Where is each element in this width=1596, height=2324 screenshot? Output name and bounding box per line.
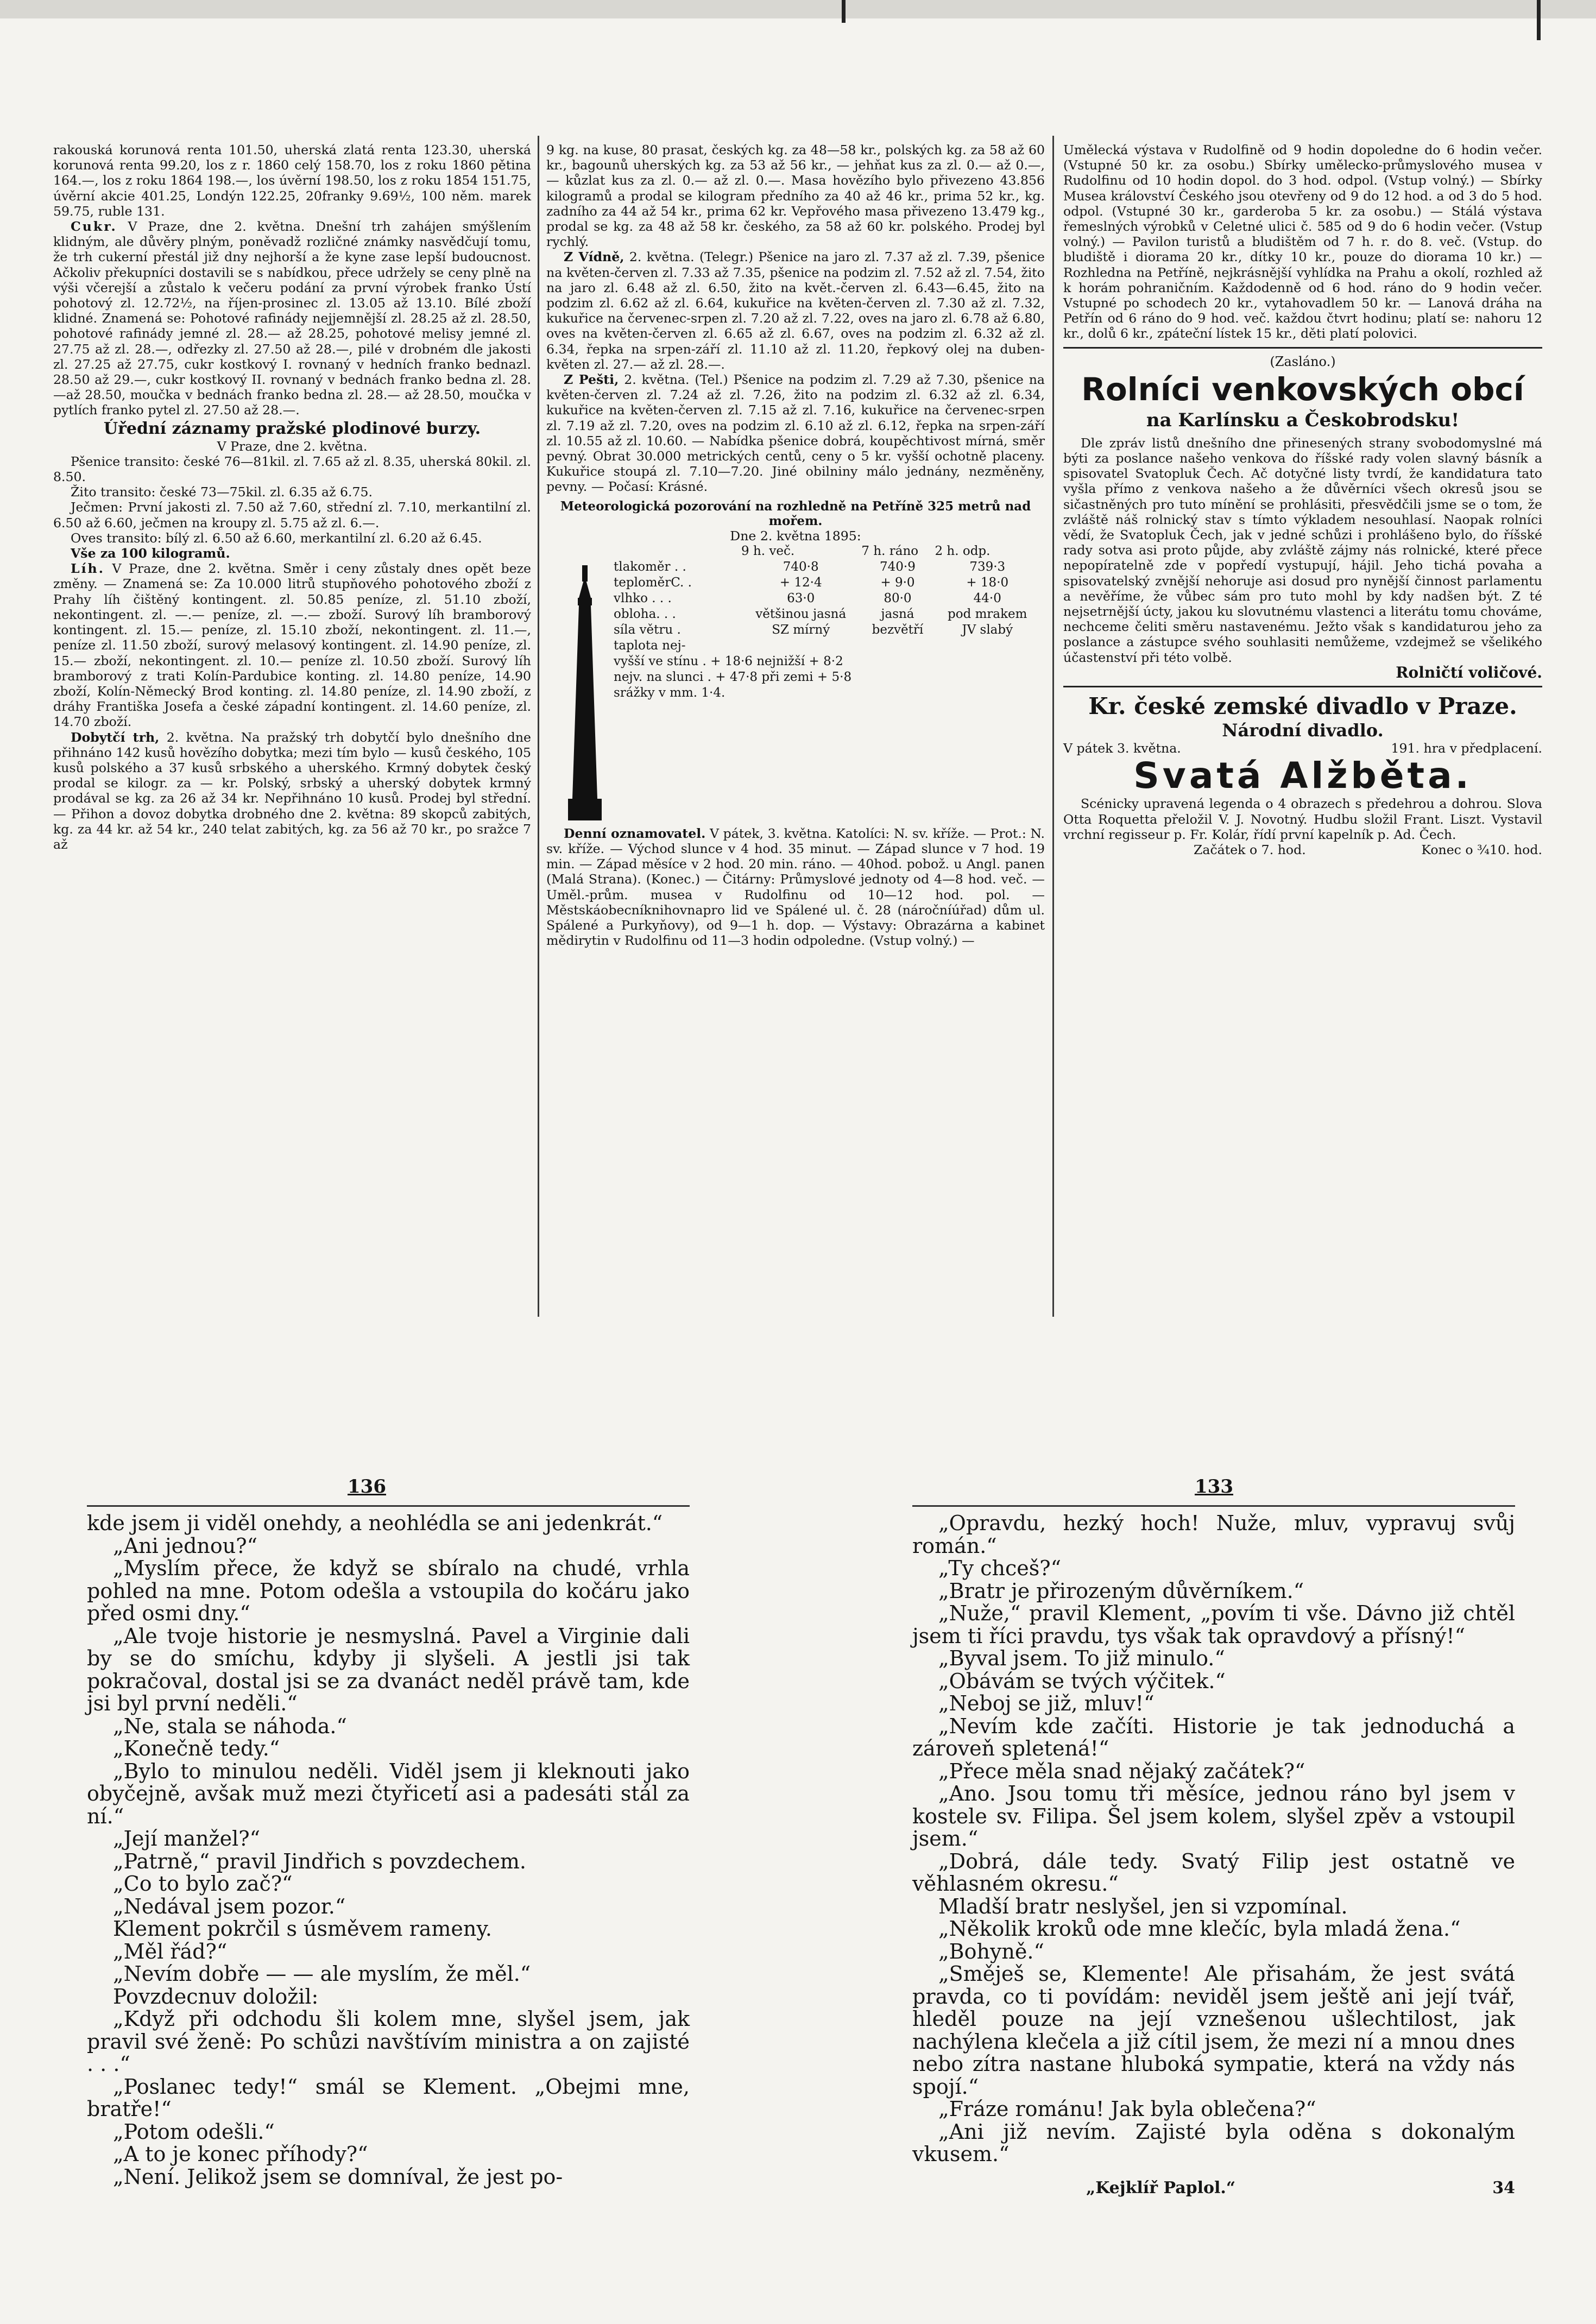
novel-paragraph: „Měl řád?“ — [113, 1939, 228, 1963]
novel-paragraph: „Dobrá, dále tedy. Svatý Filip jest ostatně ve věhlasném okresu.“ — [912, 1849, 1515, 1896]
weather-extra: srážky v mm. 1·4. — [614, 685, 726, 700]
divider — [1063, 686, 1542, 687]
novel-paragraph: „Ne, stala se náhoda.“ — [113, 1714, 347, 1738]
page-number-left: 136 — [348, 1476, 386, 1498]
exchange-line: Ječmen: První jakosti zl. 7.50 až 7.60, střední zl. 7.10, merkantilní zl. 6.50 až 6.60, ječmen na kroupy zl. 5.75 až zl. 6.—. — [53, 500, 531, 531]
novel-page-left — [87, 1512, 690, 2188]
novel-paragraph: „Její manžel?“ — [113, 1827, 261, 1851]
weather-col-header: 7 h. ráno — [861, 544, 919, 558]
letter-body: Dle zpráv listů dnešního dne přinesených strany svobodomyslné má býti za poslance našeho venkova do říšské rady volen slavný básník a spisovatel Svatopluk Čech. Ač dotyčné listy tvrdí, že kandidatura tato vyšla přímo z venkova našeho a že důvěrníci všech okresů jsou se sičastněných pro tuto mínění se prohlásiti, přesvědčili jsme se o tom, že zvláště náš rolnický stav s tímto výkladem nesouhlasí. Naopak rolníci vědí, že Svatopluk Čech, jak v jedné schůzi i prohlášeno bylo, do říšské rady sotva asi proto půjde, aby zvláště zájmy nás rolnické, které přece nepopíratelně zde v popředí vystupují, hájil. Jeho tichá povaha a spisovatelský zvnější nehoruje asi dosud pro nynější činnost parlamentu a nevěříme, že vůbec sám pro tuto mohl by kdy nadšen být. Z té nejsetrnější úcty, jakou ku slovutnému vlastenci a literátu tomu chováme, nechceme čeliti směru nastavenému. Ježto však s kandidaturou jeho za poslance a zástupce svého souhlasiti nemůžeme, vzdejmež se všelikého účastenství při této volbě. — [1063, 435, 1542, 665]
submitted-label: (Zasláno.) — [1270, 353, 1336, 369]
letter-signature: Rolničtí voličové. — [1396, 663, 1542, 681]
weather-row: obloha. . . většinou jasná jasná pod mrakem — [614, 607, 1027, 621]
weather-extra: vyšší ve stínu . + 18·6 nejnižší + 8·2 — [614, 654, 843, 668]
novel-paragraph: „Ani jednou?“ — [113, 1533, 258, 1558]
exchange-line: Žito transito: české 73—75kil. zl. 6.35 až 6.75. — [71, 484, 373, 500]
novel-paragraph: „Když při odchodu šli kolem mne, slyšel jsem, jak pravil své ženě: Po schůzi navštívím ministra a on zajisté . . .“ — [87, 2007, 690, 2076]
exchange-rates: rakouská korunová renta 101.50, uherská zlatá renta 123.30, uherská korunová renta 99.20, los z r. 1860 celý 158.70, los z roku 1860 pětina 164.—, los z roku 1864 198.—, los úvěrní 198.50, los z roku 1854 151.75, úvěrní akcie 401.25, Londýn 122.25, 20franky 9.69½, 100 něm. marek 59.75, ruble 131. — [53, 142, 531, 219]
novel-paragraph: „Bratr je přirozeným důvěrníkem.“ — [938, 1578, 1304, 1603]
novel-paragraph: Mladší bratr neslyšel, jen si vzpomínal. — [938, 1894, 1348, 1918]
theatre-subheading: Národní divadlo. — [1222, 720, 1384, 741]
exchange-line: Pšenice transito: české 76—81kil. zl. 7.65 až zl. 8.35, uherská 80kil. zl. 8.50. — [53, 453, 531, 485]
novel-paragraph: „Co to bylo zač?“ — [113, 1872, 293, 1896]
novel-paragraph: „Není. Jelikož jsem se domníval, že jest po- — [113, 2164, 563, 2189]
novel-page-right — [912, 1512, 1515, 2199]
novel-paragraph: „Byval jsem. To již minulo.“ — [938, 1646, 1225, 1670]
weather-row: tlakoměr . . 740·8 740·9 739·3 — [614, 559, 1006, 574]
exchange-line: Vše za 100 kilogramů. — [71, 546, 230, 561]
novel-paragraph: „Ani již nevím. Zajisté byla oděna s dokonalým vkusem.“ — [912, 2119, 1515, 2166]
letter-subheadline: na Karlínsku a Českobrodsku! — [1146, 409, 1460, 431]
cattle-market: Dobytčí trh, 2. května. Na pražský trh dobytčí bylo dnešního dne přihnáno 142 kusů hovězího dobytka; mezi tím bylo — kusů českého, 105 kusů polského a 37 kusů srbského a uherského. Krmný dobytek český prodal se kilogr. za — kr. Polský, srbský a uherský dobytek krmný prodával se kg. za 26 až 34 kr. Nepřihnáno 10 kusů. Prodej byl střední. — Přihon a dovoz dobytka drobného dne 2. května: 89 skopců zabitých, kg. za 44 kr. až 54 kr., 240 telat zabitých, kg. za 56 až 70 kr., po sražce 7 až — [53, 729, 532, 852]
play-title: Svatá Alžběta. — [1133, 755, 1472, 797]
weather-row: síla větru . SZ mírný bezvětří JV slabý — [614, 622, 1013, 637]
novel-paragraph: „Bylo to minulou neděli. Viděl jsem ji kleknouti jako obyčejně, avšak muž mezi čtyřicetí asi a padesáti stál za ní.“ — [87, 1759, 690, 1828]
novel-paragraph: „Ty chceš?“ — [938, 1556, 1062, 1580]
novel-paragraph: kde jsem ji viděl onehdy, a neohlédla se ani jedenkrát.“ — [87, 1511, 663, 1535]
novel-paragraph: „Myslím přece, že když se sbíralo na chudé, vrhla pohled na mne. Potom odešla a vstoupila do kočáru jako před osmi dny.“ — [87, 1556, 690, 1625]
weather-observations — [546, 499, 1045, 826]
exchange-date: V Praze, dne 2. května. — [217, 438, 368, 454]
scan-top-band — [0, 0, 1596, 18]
page-footer — [912, 2177, 1515, 2200]
letter-headline: Rolníci venkovských obcí — [1081, 370, 1524, 408]
news-column-2 — [546, 142, 1045, 949]
novel-paragraph: „Několik kroků ode mne klečíc, byla mladá žena.“ — [938, 1917, 1461, 1941]
page-rule — [912, 1505, 1515, 1507]
weather-extra: taplota nej- — [614, 638, 686, 653]
novel-paragraph: „A to je konec příhody?“ — [113, 2142, 368, 2166]
footer-sheet-number: 34 — [1492, 2178, 1515, 2197]
theatre-heading: Kr. české zemské divadlo v Praze. — [1088, 693, 1517, 720]
weather-title: Meteorologická pozorování na rozhledně na Petříně 325 metrů nad mořem. — [560, 498, 1031, 528]
weather-extra: nejv. na slunci . + 47·8 při zemi + 5·8 — [614, 670, 852, 684]
scan-mark — [842, 0, 846, 23]
column-rule — [538, 136, 539, 1317]
novel-paragraph: Klement pokrčil s úsměvem rameny. — [113, 1917, 492, 1941]
spirit-report: Líh. V Praze, dne 2. května. Směr i ceny zůstaly dnes opět beze změny. — Znamená se: Za 10.000 litrů stupňového pohotového zboží z Prahy líh čištěný kontingent. zl. 50.85 peníze, zl. 51.10 zboží, nekontingent. zl. —.— peníze, zl. —.— zboží. Surový líh bramborový kontingent. zl. 15.— peníze, zl. 15.10 zboží, nekontingent. zl. 11.—, peníze zl. 11.50 zboží, surový melasový kontingent. zl. 14.90 peníze, zl. 15.— zboží, nekontingent. zl. 10.— peníze zl. 10.50 zboží. Surový líh bramborový z trati Kolín-Pardubice konting. zl. 14.80 peníze, 14.90 zboží, Kolín-Německý Brod konting. zl. 14.80 peníze, zl. 14.90 zboží, z dráhy Františka Josefa a české západní kontingent. zl. 14.60 peníze, zl. 14.70 zboží. — [53, 561, 531, 730]
novel-paragraph: „Bohyně.“ — [938, 1939, 1044, 1963]
exchange-line: Oves transito: bílý zl. 6.50 až 6.60, merkantilní zl. 6.20 až 6.45. — [71, 530, 482, 546]
news-column-1 — [53, 142, 531, 852]
footer-title: „Kejklíř Paplol.“ — [1086, 2178, 1236, 2197]
weather-date: Dne 2. května 1895: — [730, 528, 861, 544]
novel-paragraph: „Přece měla snad nějaký začátek?“ — [938, 1759, 1305, 1783]
novel-paragraph: „Neboj se již, mluv!“ — [938, 1691, 1155, 1715]
novel-paragraph: „Směješ se, Klemente! Ale přisahám, že jest svátá pravda, co ti povídám: neviděl jsem ještě ani její tvář, hleděl pouze na její vznešenou ušlechtilost, jak nachýlena klečela a již cítil jsem, že mezi ní a mnou dnes nebo zítra nastane hluboká sympatie, která na vždy nás spojí.“ — [912, 1962, 1515, 2099]
novel-paragraph: Povzdecnuv doložil: — [113, 1984, 319, 2009]
weather-table — [611, 544, 1040, 701]
weather-col-header: 2 h. odp. — [935, 544, 991, 558]
cattle-market-continued: 9 kg. na kuse, 80 prasat, českých kg. za 48—58 kr., polských kg. za 58 až 60 kr., bagounů uherských kg. za 53 až 56 kr., — jehňat kus za zl. 0.— až 0.—, — kůzlat kus za zl. 0.— až zl. 0.—. Masa hovězího bylo přivezeno 43.856 kilogramů a prodal se kilogram předního za 40 až 46 kr., prima 52 kr., kg. zadního za 44 až 54 kr., prima 62 kr. Vepřového masa přivezeno 13.479 kg., prodal se kg. za 48 až 58 kr. českého, za 58 až 60 kr. polského. Prodej byl rychlý. — [546, 142, 1045, 250]
sugar-report: Cukr. V Praze, dne 2. května. Dnešní trh zahájen smýšlením klidným, ale důvěry plným, poněvadž rozličné známky nasvědčují tomu, že trh cukerní přestál již dny nejhorší a že kyne zase lepší budoucnost. Ačkoliv překupníci dostavili se s nabídkou, přece udržely se ceny plně na výši včerejší a zůstalo k večeru podání za první výrobek franko Ústí pohotový zl. 12.72½, na říjen-prosinec zl. 13.05 až 13.10. Bílé zboží klidné. Znamená se: Pohotové rafinády nejjemnější zl. 28.25 až zl. 28.50, pohotové rafinády jemné zl. 28.— až 28.25, pohotové melisy jemné zl. 27.75 až zl. 28.—, odřezky zl. 27.50 až 28.—, pilé v drobném dle jakosti zl. 27.25 až 27.75, cukr kostkový I. rovnaný v hedních franko bednazl. 28.50 až 29.—, cukr kostkový II. rovnaný v bednách franko bedna zl. 28.—až 28.50, moučka v bednách franko bedna zl. 28.— až 28.50, moučka v pytlích franko pytel zl. 27.50 až 28.—. — [53, 219, 532, 418]
pest-report: Z Pešti, 2. května. (Tel.) Pšenice na podzim zl. 7.29 až 7.30, pšenice na květen-červen zl. 7.24 až zl. 7.26, žito na podzim zl. 6.32 až zl. 6.34, kukuřice na květen-červen zl. 7.15 až zl. 7.16, kukuřice na červenec-srpen zl. 7.19 až zl. 7.20, oves na podzim zl. 6.10 až zl. 6.12, řepka na srpen-září zl. 10.55 až zl. 10.60. — Nabídka pšenice dobrá, koupěchtivost mírná, směr pevný. Obrat 30.000 metrických centů, ceny o 5 kr. vyšší ochotně placeny. Kukuřice stoupá zl. 7.10—7.20. Jiné obilniny málo jednány, nezměněny, pevny. — Počasí: Krásné. — [546, 372, 1045, 495]
novel-paragraph: „Ano. Jsou tomu tři měsíce, jednou ráno byl jsem v kostele sv. Filipa. Šel jsem kolem, slyšel zpěv a vstoupil jsem.“ — [912, 1782, 1515, 1851]
play-description: Scénicky upravená legenda o 4 obrazech s předehrou a dohrou. Slova Otta Roquetta přeložil V. J. Novotný. Hudbu složil Frant. Liszt. Vystavil vrchní regisseur p. Fr. Kolár, řídí první kapelník p. Ad. Čech. — [1063, 796, 1542, 842]
novel-paragraph: „Konečně tedy.“ — [113, 1736, 280, 1760]
page-number-right: 133 — [1195, 1476, 1233, 1498]
novel-paragraph: „Patrně,“ pravil Jindřich s povzdechem. — [113, 1849, 526, 1873]
novel-paragraph: „Nevím dobře — — ale myslím, že měl.“ — [113, 1962, 531, 1986]
novel-paragraph: „Fráze románu! Jak byla oblečena?“ — [938, 2097, 1316, 2121]
novel-paragraph: „Potom odešli.“ — [113, 2119, 275, 2144]
page-rule — [87, 1505, 690, 1507]
daily-announcements: Denní oznamovatel. V pátek, 3. května. Katolíci: N. sv. kříže. — Prot.: N. sv. kříže. — Východ slunce v 4 hod. 35 minut. — Západ slunce v 7 hod. 19 min. — Západ měsíce v 2 hod. 20 min. ráno. — 40hod. pobož. u Angl. panen (Malá Strana). (Konec.) — Čitárny: Průmyslové jednoty od 4—8 hod. več. — Uměl.-prům. musea v Rudolfinu od 10—12 hod. pol. — Městskáobecníknihovnapro lid ve Spálené ul. č. 28 (náročníúřad) dům ul. Spálené a Purkyňovy), od 9—1 h. dop. — Výstavy: Obrazárna a kabinet mědirytin v Rudolfinu od 11—3 hodin odpoledne. (Vstup volný.) — — [546, 825, 1045, 949]
novel-paragraph: „Opravdu, hezký hoch! Nuže, mluv, vypravuj svůj román.“ — [912, 1511, 1515, 1558]
novel-paragraph: „Obávám se tvých výčitek.“ — [938, 1669, 1226, 1693]
weather-row: vlhko . . . 63·0 80·0 44·0 — [614, 591, 1001, 605]
news-column-3 — [1063, 142, 1542, 857]
exchange-heading: Úřední záznamy pražské plodinové burzy. — [103, 419, 481, 438]
theatre-date-line: V pátek 3. května. 191. hra v předplacení. — [1063, 741, 1542, 756]
divider — [1063, 347, 1542, 349]
novel-paragraph: „Poslanec tedy!“ smál se Klement. „Obejmi mne, bratře!“ — [87, 2074, 690, 2121]
novel-paragraph: „Nuže,“ pravil Klement, „povím ti vše. Dávno již chtěl jsem ti říci pravdu, tys však tak opravdový a přísný!“ — [912, 1601, 1515, 1648]
weather-row: teploměrC. . + 12·4 + 9·0 + 18·0 — [614, 575, 1009, 590]
weather-col-header: 9 h. več. — [741, 544, 795, 558]
scan-mark — [1537, 0, 1541, 40]
novel-paragraph: „Nevím kde začíti. Historie je tak jednoduchá a zároveň spletená!“ — [912, 1714, 1515, 1760]
novel-paragraph: „Ale tvoje historie je nesmyslná. Pavel a Virginie dali by se do smíchu, kdyby ji slyšeli. A jestli jsi tak pokračoval, dostal jsi se za dvanáct neděl právě tam, kde jsi byl první neděli.“ — [87, 1624, 690, 1715]
play-times: Začátek o 7. hod. Konec o ¾10. hod. — [1194, 842, 1542, 857]
exhibitions-list: Umělecká výstava v Rudolfině od 9 hodin dopoledne do 6 hodin večer. (Vstupné 50 kr. za osobu.) Sbírky umělecko-průmyslového musea v Rudolfinu od 10 hodin dopol. do 3 hod. odpol. (Vstup volný.) — Sbírky Musea království Českého jsou otevřeny od 9 do 12 hod. a od 3 do 5 hod. odpol. (Vstupné 30 kr., garderoba 5 kr. za osobu.) — Stálá výstava řemeslných výrobků v Celetné ulici č. 585 od 9 do 6 hodin večer. (Vstup volný.) — Pavilon turistů a bludištěm od 7 h. r. do 8. več. (Vstup. do bludiště i diorama 20 kr., dítky 10 kr., pouze do diorama 10 kr.) — Rozhledna na Petříně, nejkrásnější vyhlídka na Prahu a okolí, rozhled až k horám pohraničním. Každodenně od 6 hod. ráno do 9 hodin večer. Vstupné po schodech 20 kr., vytahovadlem 50 kr. — Lanová dráha na Petřín od 6 ráno do 9 hod. več. každou čtvrt hodinu; platí se: nahoru 12 kr., dolů 6 kr., zpáteční lístek 15 kr., děti platí polovici. — [1063, 142, 1542, 342]
column-rule — [1052, 136, 1054, 1317]
petrin-tower-illustration — [566, 565, 604, 820]
novel-paragraph: „Nedával jsem pozor.“ — [113, 1894, 346, 1918]
vienna-report: Z Vídně, 2. května. (Telegr.) Pšenice na jaro zl. 7.37 až zl. 7.39, pšenice na květen-červen zl. 7.33 až 7.35, pšenice na podzim zl. 7.52 až zl. 7.54, žito na jaro zl. 6.48 až zl. 6.50, žito na květ.-červen zl. 6.43—6.45, žito na podzim zl. 6.62 až zl. 6.64, kukuřice na květen-červen zl. 7.30 až zl. 7.32, kukuřice na červenec-srpen zl. 7.20 až zl. 7.22, oves na jaro zl. 6.78 až 6.80, oves na květen-červen zl. 6.65 až zl. 6.67, oves na podzim zl. 6.32 až zl. 6.34, řepka na srpen-září zl. 11.10 až zl. 11.20, řepkový olej na duben-květen zl. 27.— až zl. 28.—. — [546, 249, 1045, 372]
